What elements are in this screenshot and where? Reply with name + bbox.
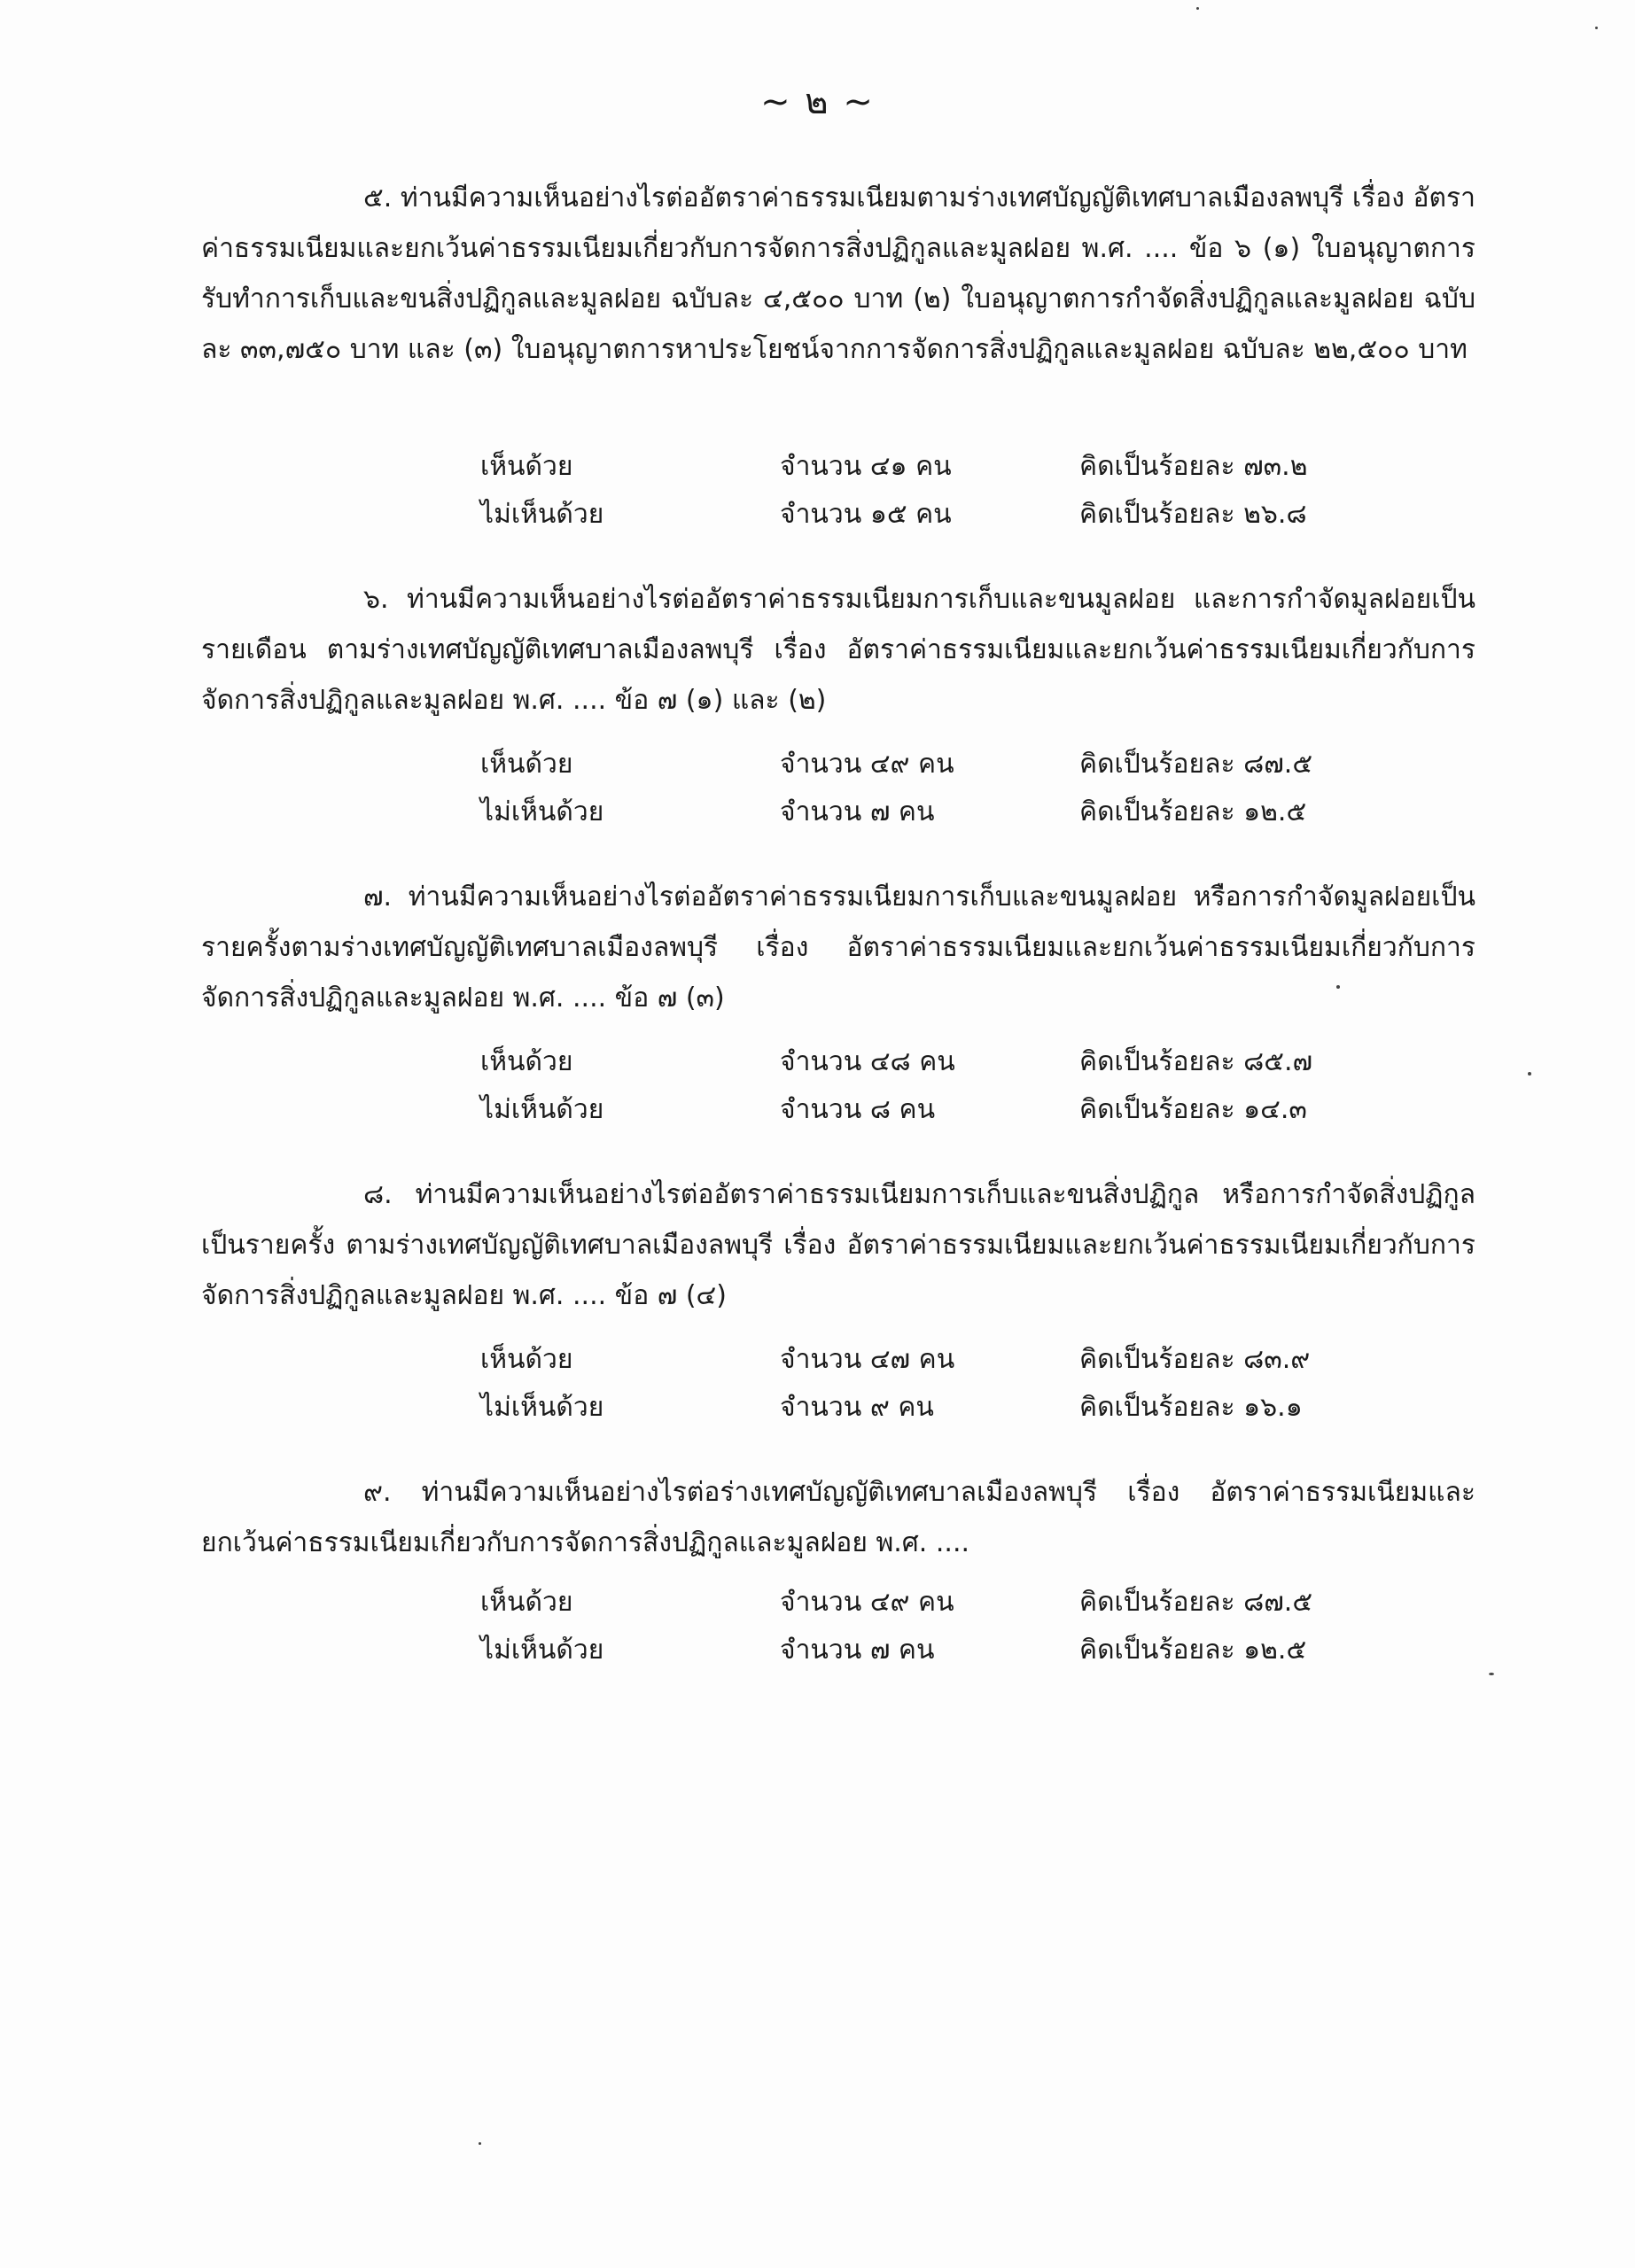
result-agree-q6 <box>0 741 1635 788</box>
result-label: เห็นด้วย <box>480 749 573 780</box>
scan-speck <box>479 2142 481 2145</box>
result-percent: คิดเป็นร้อยละ ๘๓.๙ <box>1079 1344 1311 1375</box>
question-6: ๖. ท่านมีความเห็นอย่างไรต่ออัตราค่าธรรมเนียมการเก็บและขนมูลฝอย และการกำจัดมูลฝอยเป็นรายเดือน ตามร่างเทศบัญญัติเทศบาลเมืองลพบุรี เรื่อง อัตราค่าธรรมเนียมและยกเว้นค่าธรรมเนียมเกี่ยวกับการจัดการสิ่งปฏิกูลและมูลฝอย พ.ศ. .... ข้อ ๗ (๑) และ (๒) <box>201 584 1475 716</box>
result-percent: คิดเป็นร้อยละ ๘๕.๗ <box>1079 1046 1313 1077</box>
result-disagree-q8 <box>0 1384 1635 1432</box>
result-percent: คิดเป็นร้อยละ ๒๖.๘ <box>1079 499 1307 530</box>
question-8: ๘. ท่านมีความเห็นอย่างไรต่ออัตราค่าธรรมเนียมการเก็บและขนสิ่งปฏิกูล หรือการกำจัดสิ่งปฏิกูลเป็นรายครั้ง ตามร่างเทศบัญญัติเทศบาลเมืองลพบุรี เรื่อง อัตราค่าธรรมเนียมและยกเว้นค่าธรรมเนียมเกี่ยวกับการจัดการสิ่งปฏิกูลและมูลฝอย พ.ศ. .... ข้อ ๗ (๔) <box>201 1179 1475 1311</box>
scan-speck <box>1528 1072 1531 1076</box>
question-7: ๗. ท่านมีความเห็นอย่างไรต่ออัตราค่าธรรมเนียมการเก็บและขนมูลฝอย หรือการกำจัดมูลฝอยเป็นรายครั้งตามร่างเทศบัญญัติเทศบาลเมืองลพบุรี เรื่อง อัตราค่าธรรมเนียมและยกเว้นค่าธรรมเนียมเกี่ยวกับการจัดการสิ่งปฏิกูลและมูลฝอย พ.ศ. .... ข้อ ๗ (๓) <box>201 882 1475 1014</box>
result-count: จำนวน ๗ คน <box>780 1635 935 1666</box>
result-percent: คิดเป็นร้อยละ ๑๔.๓ <box>1079 1094 1307 1125</box>
result-agree-q5 <box>0 443 1635 491</box>
result-label: ไม่เห็นด้วย <box>480 1392 604 1423</box>
result-percent: คิดเป็นร้อยละ ๘๗.๕ <box>1079 1587 1313 1618</box>
result-disagree-q9 <box>0 1627 1635 1674</box>
scan-speck <box>1336 985 1340 989</box>
result-agree-q9 <box>0 1579 1635 1627</box>
result-count: จำนวน ๙ คน <box>780 1392 934 1423</box>
result-agree-q8 <box>0 1336 1635 1384</box>
result-percent: คิดเป็นร้อยละ ๑๒.๕ <box>1079 1635 1307 1666</box>
result-count: จำนวน ๔๘ คน <box>780 1046 955 1077</box>
question-9: ๙. ท่านมีความเห็นอย่างไรต่อร่างเทศบัญญัติเทศบาลเมืองลพบุรี เรื่อง อัตราค่าธรรมเนียมและยกเว้นค่าธรรมเนียมเกี่ยวกับการจัดการสิ่งปฏิกูลและมูลฝอย พ.ศ. .... <box>201 1477 1475 1558</box>
scan-speck <box>1595 27 1598 29</box>
result-label: เห็นด้วย <box>480 451 573 482</box>
result-count: จำนวน ๔๙ คน <box>780 1587 954 1618</box>
result-agree-q7 <box>0 1038 1635 1086</box>
page-number: ~ ๒ ~ <box>760 82 875 122</box>
result-count: จำนวน ๘ คน <box>780 1094 936 1125</box>
result-percent: คิดเป็นร้อยละ ๑๖.๑ <box>1079 1392 1303 1423</box>
result-disagree-q5 <box>0 491 1635 539</box>
result-count: จำนวน ๑๕ คน <box>780 499 952 530</box>
result-label: ไม่เห็นด้วย <box>480 796 604 827</box>
result-label: เห็นด้วย <box>480 1587 573 1618</box>
result-count: จำนวน ๔๑ คน <box>780 451 952 482</box>
result-count: จำนวน ๔๙ คน <box>780 749 954 780</box>
result-percent: คิดเป็นร้อยละ ๗๓.๒ <box>1079 451 1308 482</box>
question-5: ๕. ท่านมีความเห็นอย่างไรต่ออัตราค่าธรรมเนียมตามร่างเทศบัญญัติเทศบาลเมืองลพบุรี เรื่อง อัตราค่าธรรมเนียมและยกเว้นค่าธรรมเนียมเกี่ยวกับการจัดการสิ่งปฏิกูลและมูลฝอย พ.ศ. .... ข้อ ๖ (๑) ใบอนุญาตการรับทำการเก็บและขนสิ่งปฏิกูลและมูลฝอย ฉบับละ ๔,๕๐๐ บาท (๒) ใบอนุญาตการกำจัดสิ่งปฏิกูลและมูลฝอย ฉบับละ ๓๓,๗๕๐ บาท และ (๓) ใบอนุญาตการหาประโยชน์จากการจัดการสิ่งปฏิกูลและมูลฝอย ฉบับละ ๒๒,๕๐๐ บาท <box>201 183 1475 365</box>
result-count: จำนวน ๗ คน <box>780 796 935 827</box>
result-percent: คิดเป็นร้อยละ ๘๗.๕ <box>1079 749 1313 780</box>
result-disagree-q6 <box>0 788 1635 836</box>
scan-speck <box>1196 7 1199 10</box>
result-label: เห็นด้วย <box>480 1344 573 1375</box>
result-count: จำนวน ๔๗ คน <box>780 1344 955 1375</box>
scan-speck <box>1489 1673 1494 1675</box>
result-percent: คิดเป็นร้อยละ ๑๒.๕ <box>1079 796 1307 827</box>
result-label: เห็นด้วย <box>480 1046 573 1077</box>
result-disagree-q7 <box>0 1086 1635 1134</box>
result-label: ไม่เห็นด้วย <box>480 1094 604 1125</box>
result-label: ไม่เห็นด้วย <box>480 499 604 530</box>
result-label: ไม่เห็นด้วย <box>480 1635 604 1666</box>
